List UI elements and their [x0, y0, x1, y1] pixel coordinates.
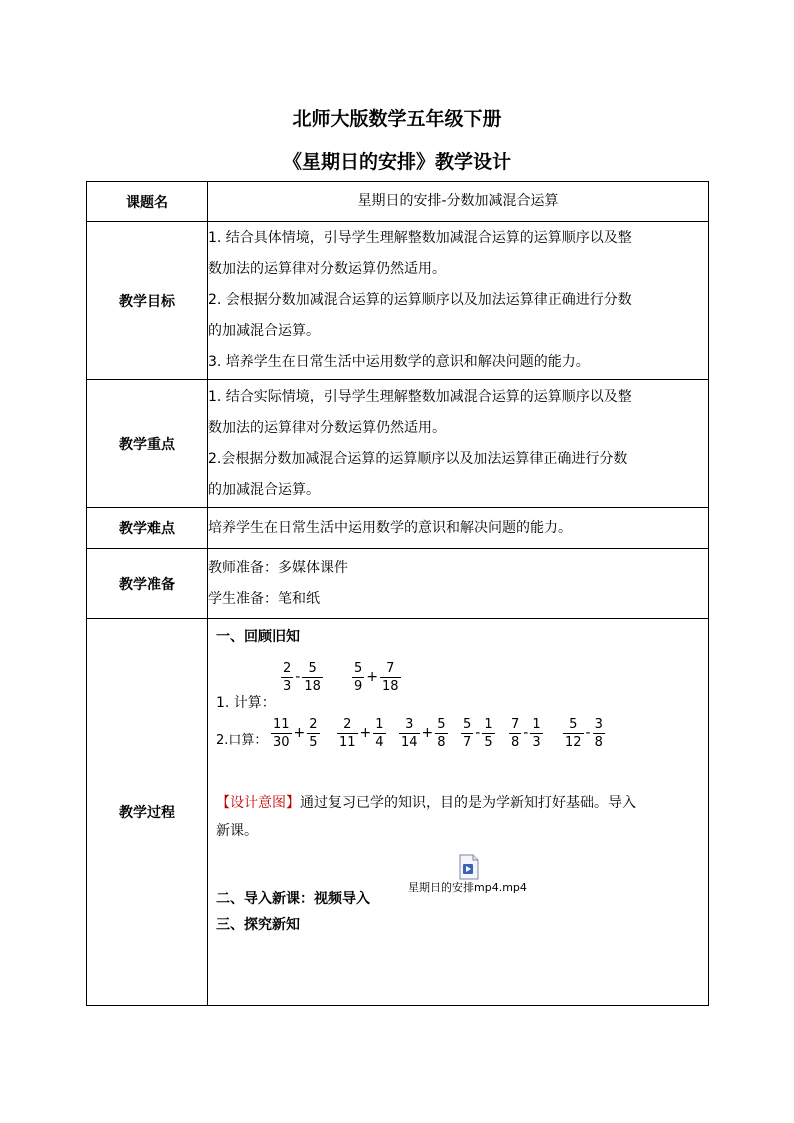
fraction: $\frac{5}{8}$ [437, 717, 446, 750]
section-review: 一、回顾旧知 [216, 629, 300, 645]
oral-expr-6 [562, 717, 606, 750]
operator: + [366, 669, 379, 685]
fraction: $\frac{5}{7}$ [463, 717, 472, 750]
difficulty-value: 培养学生在日常生活中运用数学的意识和解决问题的能力。 [208, 508, 709, 549]
row-goals [87, 222, 709, 380]
calc-label: 1. 计算： [216, 695, 276, 711]
fraction: $\frac{1}{3}$ [532, 717, 541, 750]
lesson-plan-table [86, 181, 709, 1006]
fraction: $\frac{7}{18}$ [382, 661, 399, 694]
goals-content [208, 222, 709, 380]
oral-expr-1 [270, 717, 321, 750]
operator: - [295, 669, 301, 685]
row-label: 课题名 [87, 182, 208, 222]
operator: + [359, 725, 372, 741]
oral-expr-2 [336, 717, 387, 750]
row-label: 教学目标 [87, 222, 208, 380]
fraction: $\frac{1}{5}$ [484, 717, 493, 750]
fraction: $\frac{5}{12}$ [565, 717, 582, 750]
operator: - [475, 725, 481, 741]
calc-expr-2 [351, 661, 402, 694]
row-label: 教学难点 [87, 508, 208, 549]
intent-text-cont: 新课。 [216, 823, 258, 839]
process-content [208, 619, 709, 1006]
fraction: $\frac{2}{11}$ [339, 717, 356, 750]
operator: - [585, 725, 591, 741]
fraction: $\frac{2}{3}$ [283, 661, 292, 694]
fraction: $\frac{7}{8}$ [511, 717, 520, 750]
prep-content [208, 549, 709, 619]
prep-line: 学生准备：笔和纸 [208, 590, 320, 607]
oral-expr-3 [398, 717, 449, 750]
goal-line: 的加减混合运算。 [208, 323, 320, 339]
key-line: 1. 结合实际情境，引导学生理解整数加减混合运算的运算顺序以及整 [208, 388, 632, 405]
row-process [87, 619, 709, 1006]
topic-value: 星期日的安排-分数加减混合运算 [208, 182, 709, 222]
video-file-icon[interactable] [458, 854, 480, 880]
goal-line: 数加法的运算律对分数运算仍然适用。 [208, 261, 446, 277]
row-label: 教学重点 [87, 380, 208, 508]
operator: + [421, 725, 434, 741]
oral-expr-4 [460, 717, 496, 750]
oral-label: 2.口算： [216, 733, 268, 748]
key-line: 数加法的运算律对分数运算仍然适用。 [208, 419, 446, 436]
key-content [208, 380, 709, 508]
intent-label: 【设计意图】 [216, 795, 300, 811]
goal-line: 3. 培养学生在日常生活中运用数学的意识和解决问题的能力。 [208, 354, 590, 370]
operator: + [293, 725, 306, 741]
fraction: $\frac{1}{4}$ [375, 717, 384, 750]
fraction: $\frac{5}{9}$ [354, 661, 363, 694]
fraction: $\frac{3}{14}$ [401, 717, 418, 750]
section-intro: 二、导入新课：视频导入 [216, 891, 370, 907]
oral-expr-5 [508, 717, 544, 750]
doc-subtitle: 《星期日的安排》教学设计 [282, 151, 511, 173]
key-line: 2.会根据分数加减混合运算的运算顺序以及加法运算律正确进行分数 [208, 450, 628, 467]
fraction: $\frac{5}{18}$ [304, 661, 321, 694]
row-key [87, 380, 709, 508]
goal-line: 2. 会根据分数加减混合运算的运算顺序以及加法运算律正确进行分数 [208, 292, 632, 308]
intent-text: 通过复习已学的知识，目的是为学新知打好基础。导入 [300, 795, 636, 811]
design-intent [216, 789, 636, 845]
goal-line: 1. 结合具体情境，引导学生理解整数加减混合运算的运算顺序以及整 [208, 230, 632, 246]
row-label: 教学准备 [87, 549, 208, 619]
row-topic [87, 182, 709, 222]
fraction: $\frac{2}{5}$ [309, 717, 318, 750]
video-file-name[interactable]: 星期日的安排mp4.mp4 [408, 881, 527, 894]
doc-title: 北师大版数学五年级下册 [292, 108, 502, 130]
row-prep [87, 549, 709, 619]
calc-expr-1 [280, 661, 324, 694]
prep-line: 教师准备：多媒体课件 [208, 559, 348, 576]
key-line: 的加减混合运算。 [208, 481, 320, 498]
row-difficulty [87, 508, 709, 549]
section-explore: 三、探究新知 [216, 917, 300, 933]
operator: - [523, 725, 529, 741]
fraction: $\frac{3}{8}$ [594, 717, 603, 750]
fraction: $\frac{11}{30}$ [273, 717, 290, 750]
row-label: 教学过程 [87, 619, 208, 1006]
